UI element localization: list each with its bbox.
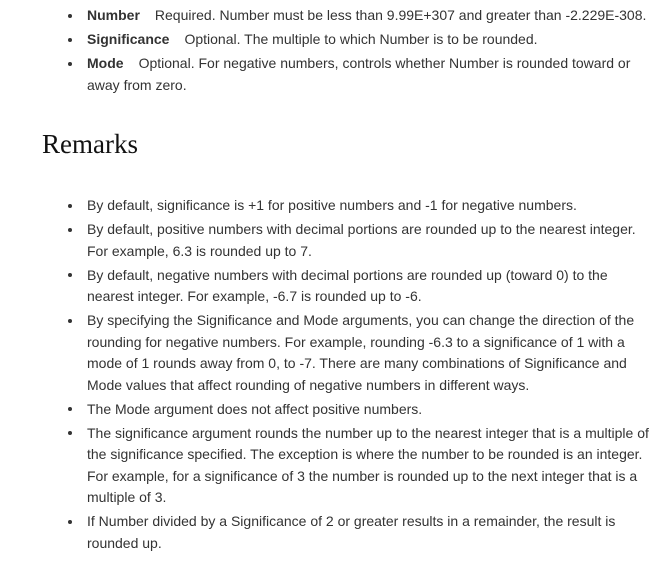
argument-term: Significance bbox=[87, 31, 170, 47]
argument-description: Optional. The multiple to which Number is to be rounded. bbox=[184, 31, 538, 47]
remarks-heading: Remarks bbox=[42, 129, 138, 159]
remark-item: By specifying the Significance and Mode arguments, you can change the direction of the rounding for negative numbers. For example, rounding -6.3 to a significance of 1 with a mode of 1 rounds away from 0, to -7. There are many combinations of Significance and Mode values that affect rounding of negative numbers in different ways. bbox=[87, 310, 655, 396]
remark-item: By default, significance is +1 for positive numbers and -1 for negative numbers. bbox=[87, 195, 655, 217]
remark-item: By default, negative numbers with decimal portions are rounded up (toward 0) to the nearest integer. For example, -6.7 is rounded up to -6. bbox=[87, 265, 655, 308]
argument-item-number bbox=[87, 5, 655, 27]
argument-item-mode bbox=[87, 53, 655, 96]
argument-list bbox=[87, 5, 655, 99]
remark-item: By default, positive numbers with decimal portions are rounded up to the nearest integer. For example, 6.3 is rounded up to 7. bbox=[87, 219, 655, 262]
remark-item: If Number divided by a Significance of 2 or greater results in a remainder, the result is rounded up. bbox=[87, 511, 655, 554]
argument-description: Required. Number must be less than 9.99E+307 and greater than -2.229E-308. bbox=[154, 7, 647, 23]
argument-term: Number bbox=[87, 7, 140, 23]
remark-item: The significance argument rounds the number up to the nearest integer that is a multiple of the significance specified. The exception is where the number to be rounded is an integer. For example, for a significance of 3 the number is rounded up to the next integer that is a multiple of 3. bbox=[87, 423, 655, 509]
argument-item-significance bbox=[87, 29, 655, 51]
remark-item: The Mode argument does not affect positive numbers. bbox=[87, 399, 655, 421]
argument-description: Optional. For negative numbers, controls whether Number is rounded toward or away from zero. bbox=[87, 55, 631, 93]
remarks-list bbox=[87, 195, 655, 557]
argument-term: Mode bbox=[87, 55, 124, 71]
